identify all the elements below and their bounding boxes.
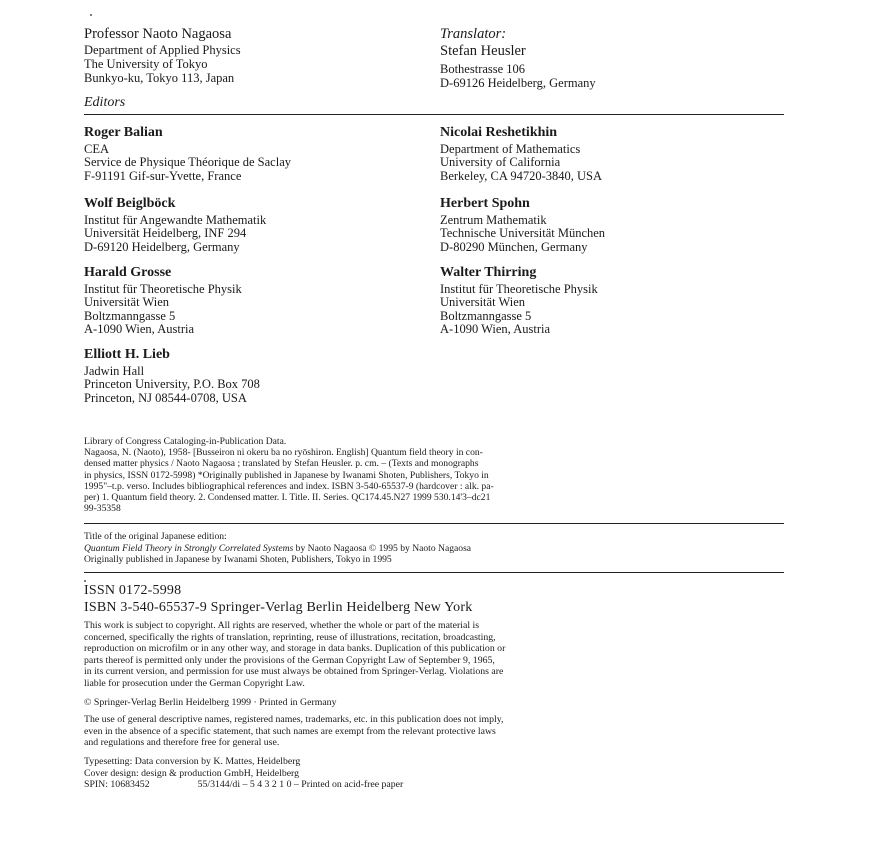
author-address-line: The University of Tokyo <box>84 57 208 71</box>
editor-name: Nicolai Reshetikhin <box>440 125 558 140</box>
author-name: Professor Naoto Nagaosa <box>84 26 232 42</box>
editor-address-line: Jadwin Hall <box>84 364 145 378</box>
notice-line: reproduction on microfilm or in any other way, and storage in data banks. Duplication of this publication or <box>84 643 506 655</box>
editor-address-line: Institut für Angewandte Mathematik <box>84 213 267 227</box>
editor-address-line: Department of Mathematics <box>440 142 581 156</box>
translator-address-line: Bothestrasse 106 <box>440 62 526 76</box>
translator-name: Stefan Heusler <box>440 43 526 59</box>
editor-address-line: A-1090 Wien, Austria <box>84 322 195 337</box>
original-title-rest: by Naoto Nagaosa © 1995 by Naoto Nagaosa <box>293 542 472 554</box>
production-info <box>84 756 403 791</box>
editor-name: Elliott H. Lieb <box>84 347 170 362</box>
editor-block <box>440 195 605 254</box>
cip-line: per) 1. Quantum field theory. 2. Condensed matter. I. Title. II. Series. QC174.45.N27 1999 530.14'3–dc21 <box>84 492 491 504</box>
print-code: 55/3144/di – 5 4 3 2 1 0 – Printed on acid-free paper <box>197 779 404 791</box>
editor-block <box>84 124 291 183</box>
isbn: ISBN 3-540-65537-9 Springer-Verlag Berlin Heidelberg New York <box>84 600 473 615</box>
original-published: Originally published in Japanese by Iwanami Shoten, Publishers, Tokyo in 1995 <box>84 554 392 565</box>
editor-address-line: A-1090 Wien, Austria <box>440 322 551 337</box>
editor-name: Herbert Spohn <box>440 196 530 211</box>
editor-address-line: Institut für Theoretische Physik <box>440 282 598 296</box>
typesetting: Typesetting: Data conversion by K. Mattes, Heidelberg <box>84 756 301 767</box>
editor-address-line: Berkeley, CA 94720-3840, USA <box>440 168 603 183</box>
editor-name: Harald Grosse <box>84 265 172 280</box>
issn-block <box>84 582 472 616</box>
author-block <box>84 26 241 85</box>
original-heading: Title of the original Japanese edition: <box>84 531 227 542</box>
editor-name: Walter Thirring <box>440 265 537 280</box>
editor-address-line: D-80290 München, Germany <box>440 239 588 254</box>
notice-line: in its current version, and permission for use must always be obtained from Springer-Verlag. Violations are <box>84 666 504 678</box>
editor-block <box>440 264 598 337</box>
notice-line: liable for prosecution under the German Copyright Law. <box>84 677 305 689</box>
cover-design: Cover design: design & production GmbH, Heidelberg <box>84 767 300 779</box>
editor-address-line: University of California <box>440 155 561 170</box>
notice-line: The use of general descriptive names, registered names, trademarks, etc. in this publication does not imply, <box>84 714 504 725</box>
cip-rule <box>84 523 784 524</box>
editor-block <box>84 264 242 337</box>
editor-block <box>440 124 602 183</box>
cip-line: Library of Congress Cataloging-in-Publication Data. <box>84 436 287 447</box>
editor-name: Roger Balian <box>84 125 163 140</box>
editor-address-line: F-91191 Gif-sur-Yvette, France <box>84 168 242 183</box>
printed-line: © Springer-Verlag Berlin Heidelberg 1999 · Printed in Germany <box>84 697 337 708</box>
original-edition <box>84 531 471 566</box>
corner-mark <box>90 14 92 16</box>
translator-block <box>440 26 596 90</box>
editors-rule <box>84 114 784 115</box>
editor-address-line: Institut für Theoretische Physik <box>84 282 242 296</box>
cip-data <box>84 436 784 514</box>
editor-address-line: Service de Physique Théorique de Saclay <box>84 155 292 170</box>
original-rule <box>84 572 784 573</box>
original-title: Quantum Field Theory in Strongly Correlated Systems <box>84 542 294 554</box>
editor-address-line: Universität Heidelberg, INF 294 <box>84 226 247 241</box>
translator-address-line: D-69126 Heidelberg, Germany <box>440 76 596 90</box>
spin: SPIN: 10683452 <box>84 779 150 791</box>
editor-address-line: D-69120 Heidelberg, Germany <box>84 239 240 254</box>
editor-name: Wolf Beiglböck <box>84 196 176 211</box>
notice-line: This work is subject to copyright. All rights are reserved, whether the whole or part of the material is <box>84 620 480 631</box>
editor-block <box>84 346 260 405</box>
copyright-notice <box>84 620 505 690</box>
editor-block <box>84 195 266 254</box>
spin-line <box>84 779 403 791</box>
original-title-line <box>84 543 471 555</box>
trademark-notice <box>84 714 503 749</box>
editor-address-line: Boltzmanngasse 5 <box>440 308 532 323</box>
cip-line: Nagaosa, N. (Naoto), 1958- [Busseiron ni okeru ba no ryōshiron. English] Quantum field theory in con- <box>84 447 483 459</box>
editor-address-line: Princeton University, P.O. Box 708 <box>84 377 260 392</box>
notice-line: even in the absence of a specific statement, that such names are exempt from the relevant protective laws <box>84 725 496 737</box>
editor-address-line: Princeton, NJ 08544-0708, USA <box>84 390 247 405</box>
editors-label: Editors <box>84 95 126 110</box>
editor-address-line: Universität Wien <box>440 295 526 310</box>
cip-line: 1995"–t.p. verso. Includes bibliographical references and index. ISBN 3-540-65537-9 (hardcover : alk. pa- <box>84 480 494 492</box>
editor-address-line: Zentrum Mathematik <box>440 213 547 227</box>
editor-address-line: Technische Universität München <box>440 226 606 241</box>
notice-line: concerned, specifically the rights of translation, reprinting, reuse of illustrations, recitation, broadcasting, <box>84 631 496 643</box>
cip-line: in physics, ISSN 0172-5998) *Originally published in Japanese by Iwanami Shoten, Publishers, Tokyo in <box>84 469 489 481</box>
issn: ISSN 0172-5998 <box>84 583 182 598</box>
translator-label: Translator: <box>440 26 507 42</box>
editor-address-line: Boltzmanngasse 5 <box>84 308 176 323</box>
cip-line: densed matter physics / Naoto Nagaosa ; translated by Stefan Heusler. p. cm. – (Texts and monographs <box>84 458 479 470</box>
author-address-line: Bunkyo-ku, Tokyo 113, Japan <box>84 71 235 85</box>
cip-line: 99-35358 <box>84 503 121 515</box>
editor-address-line: CEA <box>84 142 109 156</box>
notice-line: parts thereof is permitted only under the provisions of the German Copyright Law of September 9, 1965, <box>84 654 495 666</box>
author-address-line: Department of Applied Physics <box>84 43 241 57</box>
notice-line: and regulations and therefore free for general use. <box>84 737 280 749</box>
editor-address-line: Universität Wien <box>84 295 170 310</box>
